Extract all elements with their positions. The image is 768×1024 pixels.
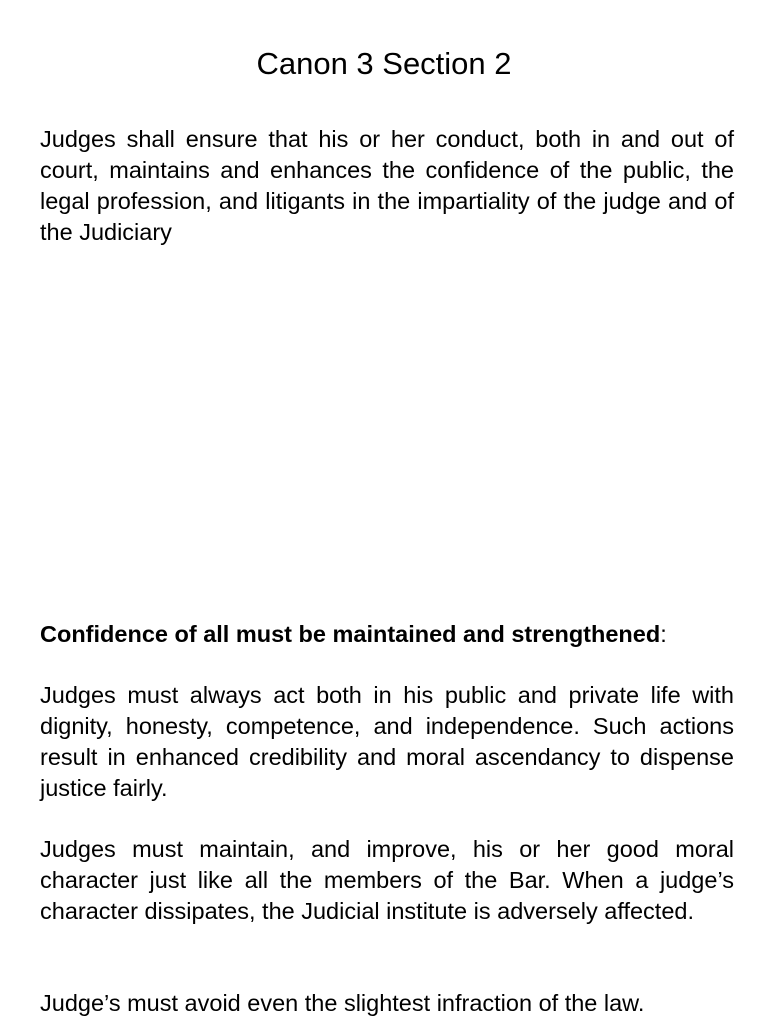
page-title: Canon 3 Section 2 — [256, 46, 512, 81]
section-heading-text: Confidence of all must be maintained and strengthened — [40, 621, 661, 647]
body-paragraph-moral-character: Judges must maintain, and improve, his or her good moral character just like all the members of the Bar. When a judge’s character dissipates, the Judicial institute is adversely affected. — [40, 836, 734, 924]
section-heading-colon: : — [660, 621, 667, 647]
section-heading — [40, 619, 734, 650]
body-paragraph-conduct: Judges must always act both in his public and private life with dignity, honesty, competence, and independence. Such actions result in enhanced credibility and moral ascendancy to dispense justice fairly. — [40, 682, 734, 801]
body-paragraph-infraction: Judge’s must avoid even the slightest infraction of the law. — [40, 990, 645, 1016]
intro-paragraph: Judges shall ensure that his or her conduct, both in and out of court, maintains and enhances the confidence of the public, the legal profession, and litigants in the impartiality of the judge and of the Judiciary — [40, 126, 734, 245]
